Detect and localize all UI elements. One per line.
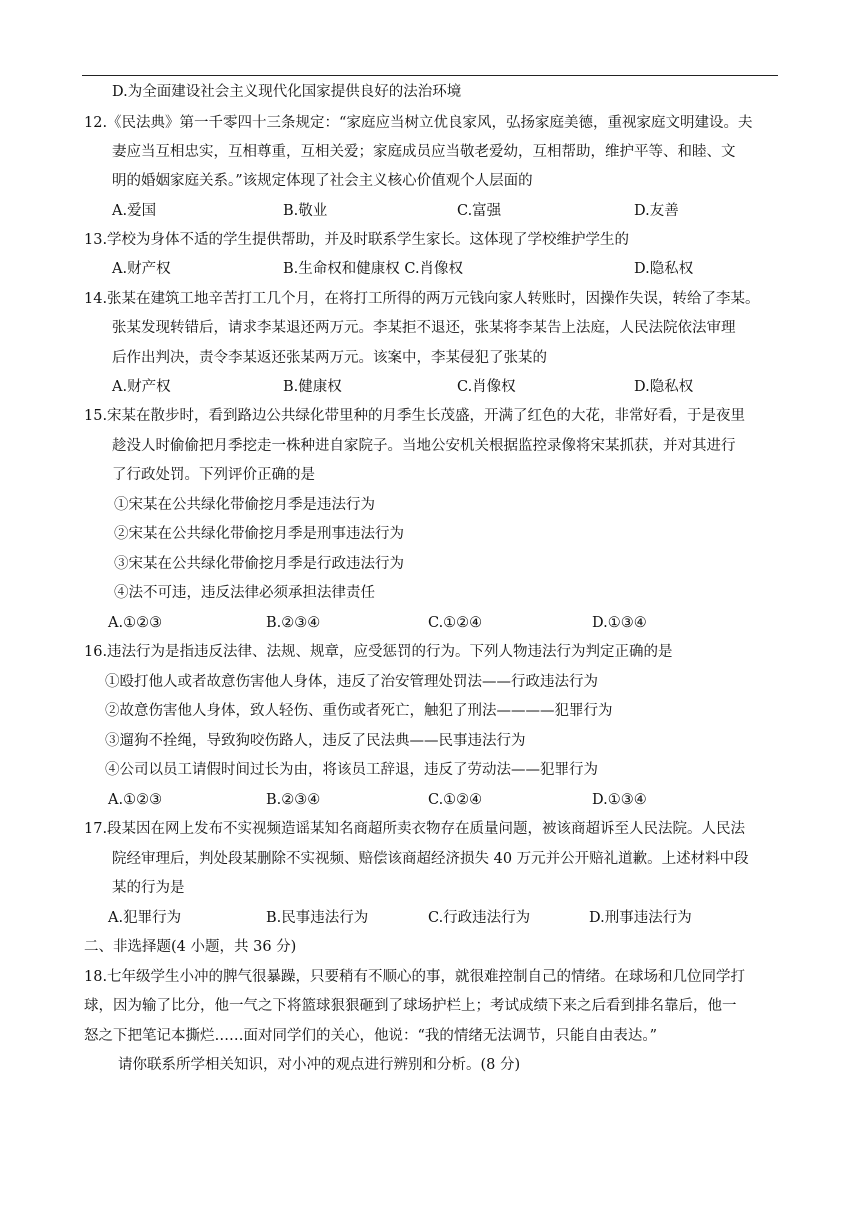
q17-stem-line-3: 某的行为是 [112,880,185,896]
q14-option-a: A.财产权 [112,379,171,395]
q12-option-c: C.富强 [457,203,502,219]
q13-option-d: D.隐私权 [634,261,694,277]
q16-option-d: D.①③④ [592,792,647,808]
q15-option-a: A.①②③ [108,615,163,631]
q14-stem-line-2: 张某发现转错后，请求李某退还两万元。李某拒不退还，张某将李某告上法庭，人民法院依法审理 [112,320,736,336]
q18-prompt: 请你联系所学相关知识，对小冲的观点进行辨别和分析。(8 分) [118,1057,521,1073]
q11-option-d: D.为全面建设社会主义现代化国家提供良好的法治环境 [112,84,462,100]
q15-option-d: D.①③④ [592,615,647,631]
q16-item-3: ③遛狗不拴绳，导致狗咬伤路人，违反了民法典——民事违法行为 [105,733,526,749]
q17-stem-line-2: 院经审理后，判处段某删除不实视频、赔偿该商超经济损失 40 万元并公开赔礼道歉。上述材料中段 [112,851,749,867]
q14-option-b: B.健康权 [283,379,342,395]
q16-item-1: ①殴打他人或者故意伤害他人身体，违反了治安管理处罚法——行政违法行为 [105,674,598,690]
q14-option-c: C.肖像权 [457,379,516,395]
q13-stem-line-1: 13.学校为身体不适的学生提供帮助，并及时联系学生家长。这体现了学校维护学生的 [84,232,630,248]
q14-stem-line-3: 后作出判决，责令李某返还张某两万元。该案中，李某侵犯了张某的 [112,350,547,366]
q16-item-4: ④公司以员工请假时间过长为由，将该员工辞退，违反了劳动法——犯罪行为 [105,762,598,778]
header-rule [82,75,778,76]
q18-stem-line-3: 怒之下把笔记本撕烂……面对同学们的关心，他说：“我的情绪无法调节，只能自由表达。” [84,1028,658,1044]
section-2-heading: 二、非选择题(4 小题，共 36 分) [84,939,297,955]
q16-option-a: A.①②③ [108,792,163,808]
q12-stem-line-2: 妻应当互相忠实，互相尊重，互相关爱；家庭成员应当敬老爱幼，互相帮助，维护平等、和睦、文 [112,144,736,160]
q16-item-2: ②故意伤害他人身体，致人轻伤、重伤或者死亡，触犯了刑法————犯罪行为 [105,703,613,719]
q17-option-a: A.犯罪行为 [108,910,182,926]
q14-stem-line-1: 14.张某在建筑工地辛苦打工几个月，在将打工所得的两万元钱向家人转账时，因操作失误，转给了李某。 [84,291,760,307]
q15-stem-line-3: 了行政处罚。下列评价正确的是 [112,467,315,483]
q17-option-b: B.民事违法行为 [266,910,369,926]
q18-stem-line-1: 18.七年级学生小冲的脾气很暴躁，只要稍有不顺心的事，就很难控制自己的情绪。在球场和几位同学打 [84,969,746,985]
q12-stem-line-1: 12.《民法典》第一千零四十三条规定：“家庭应当树立优良家风，弘扬家庭美德，重视家庭文明建设。夫 [84,115,753,131]
q13-option-a: A.财产权 [112,261,171,277]
q12-option-b: B.敬业 [283,203,328,219]
q15-item-2: ②宋某在公共绿化带偷挖月季是刑事违法行为 [114,526,404,542]
q17-option-d: D.刑事违法行为 [589,910,692,926]
q13-option-b-c: B.生命权和健康权 C.肖像权 [283,261,464,277]
q15-stem-line-1: 15.宋某在散步时，看到路边公共绿化带里种的月季生长茂盛，开满了红色的大花，非常好看，于是夜里 [84,408,746,424]
q18-stem-line-2: 球，因为输了比分，他一气之下将篮球狠狠砸到了球场护栏上；考试成绩下来之后看到排名靠后，他一 [84,998,737,1014]
q15-stem-line-2: 趁没人时偷偷把月季挖走一株种进自家院子。当地公安机关根据监控录像将宋某抓获，并对其进行 [112,438,736,454]
q15-item-4: ④法不可违，违反法律必须承担法律责任 [114,585,375,601]
q15-option-c: C.①②④ [428,615,483,631]
q15-option-b: B.②③④ [266,615,321,631]
q12-option-d: D.友善 [634,203,679,219]
q12-option-a: A.爱国 [112,203,157,219]
q16-option-b: B.②③④ [266,792,321,808]
q16-option-c: C.①②④ [428,792,483,808]
q15-item-1: ①宋某在公共绿化带偷挖月季是违法行为 [114,497,375,513]
q17-option-c: C.行政违法行为 [428,910,531,926]
q12-stem-line-3: 明的婚姻家庭关系。”该规定体现了社会主义核心价值观个人层面的 [112,173,533,189]
q16-stem-line-1: 16.违法行为是指违反法律、法规、规章，应受惩罚的行为。下列人物违法行为判定正确的是 [84,644,673,660]
q15-item-3: ③宋某在公共绿化带偷挖月季是行政违法行为 [114,556,404,572]
q17-stem-line-1: 17.段某因在网上发布不实视频造谣某知名商超所卖衣物存在质量问题，被该商超诉至人民法院。人民法 [84,821,746,837]
q14-option-d: D.隐私权 [634,379,694,395]
